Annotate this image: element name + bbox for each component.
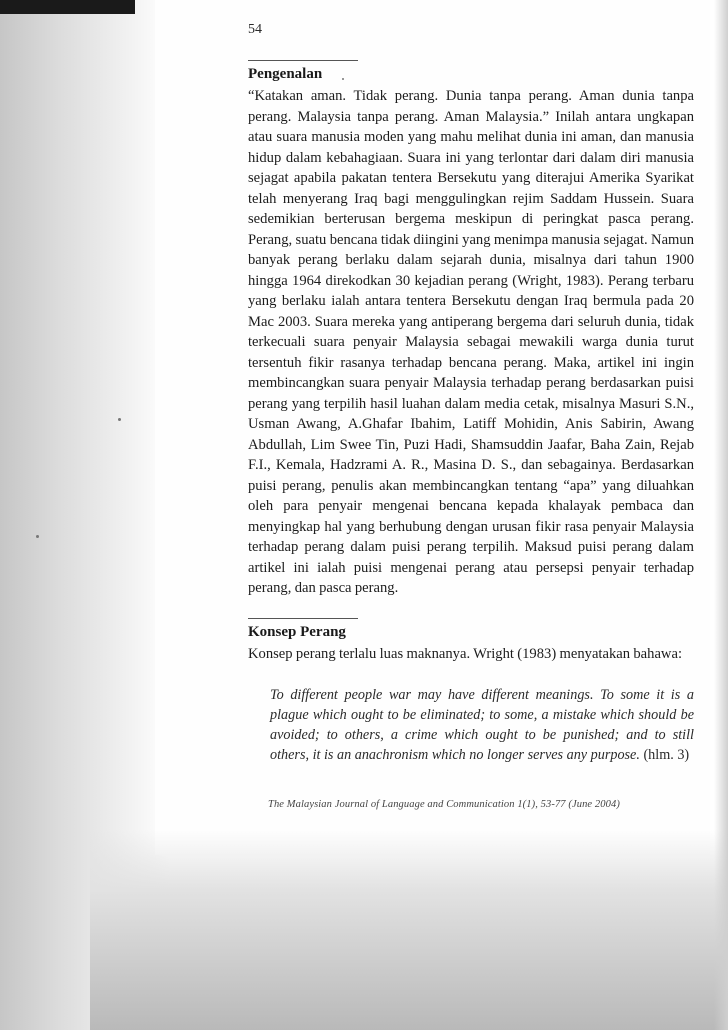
- journal-footer: The Malaysian Journal of Language and Communication 1(1), 53-77 (June 2004): [268, 799, 620, 810]
- scan-speck: [118, 418, 121, 421]
- section-body: Konsep perang terlalu luas maknanya. Wright (1983) menyatakan bahawa:: [248, 646, 683, 662]
- page-number: 54: [248, 22, 262, 37]
- section-body: “Katakan aman. Tidak perang. Dunia tanpa perang. Aman dunia tanpa perang. Malaysia tanpa perang. Aman Malaysia.” Inilah antara ungkapan atau suara manusia moden yang mahu melihat dunia ini aman, dan manusia hidup dalam kebahagiaan. Suara ini yang terlontar dari dalam diri manusia sejagat apabila pakatan tentera Bersekutu yang diterajui Amerika Syarikat telah menyerang Iraq bagi menggulingkan rejim Saddam Hussein. Suara sedemikian berterusan bergema meskipun di peringkat pasca perang. Perang, suatu bencana tidak diingini yang menimpa manusia sejagat. Namun banyak perang berlaku dalam sejarah dunia, misalnya dari tahun 1900 hingga 1964 direkodkan 30 kejadian perang (Wright, 1983). Perang terbaru yang berlaku ialah antara tentera Bersekutu dengan Iraq bermula pada 20 Mac 2003. Suara mereka yang antiperang bergema dari seluruh dunia, tidak terkecuali suara penyair Malaysia sebagai mewakili warga dunia turut tersentuh fikir rasanya terhadap bencana perang. Maka, artikel ini ingin membincangkan suara penyair Malaysia terhadap perang berdasarkan puisi perang yang terpilih hasil luahan dalam media cetak, misalnya Masuri S.N., Usman Awang, A.Ghafar Ibahim, Latiff Mohidin, Anis Sabirin, Awang Abdullah, Lim Swee Tin, Puzi Hadi, Shamsuddin Jaafar, Baha Zain, Rejab F.I., Kemala, Hadzrami A. R., Masina D. S., dan sebagainya. Berdasarkan puisi perang, penulis akan membincangkan tentang “apa” yang diluahkan oleh para penyair mengenai bencana kepada khalayak pembaca dan menyingkap hal yang berhubung dengan urusan fikir rasa penyair Malaysia terhadap perang dalam puisi perang terpilih. Maksud puisi perang dalam artikel ini ialah puisi mengenai perang atau persepsi penyair terhadap perang, dan pasca perang.: [248, 88, 694, 596]
- section-rule: [248, 618, 358, 619]
- section-heading: Konsep Perang: [248, 624, 346, 640]
- scan-shadow-bottom: [90, 830, 728, 1030]
- scan-speck: [342, 78, 344, 80]
- quote-citation: (hlm. 3): [639, 747, 690, 763]
- scan-shadow-right: [714, 0, 728, 1030]
- section-heading: Pengenalan: [248, 66, 323, 82]
- quote-text: To different people war may have different meanings. To some it is a plague which ought to be eliminated; to some, a mistake which should be avoided; to others, a crime which ought to be punished; and to still others, it is an anachronism which no longer serves any purpose.: [270, 687, 694, 763]
- scan-edge-top: [0, 0, 135, 14]
- scan-speck: [36, 535, 39, 538]
- section-rule: [248, 60, 358, 61]
- block-quote: [270, 685, 694, 765]
